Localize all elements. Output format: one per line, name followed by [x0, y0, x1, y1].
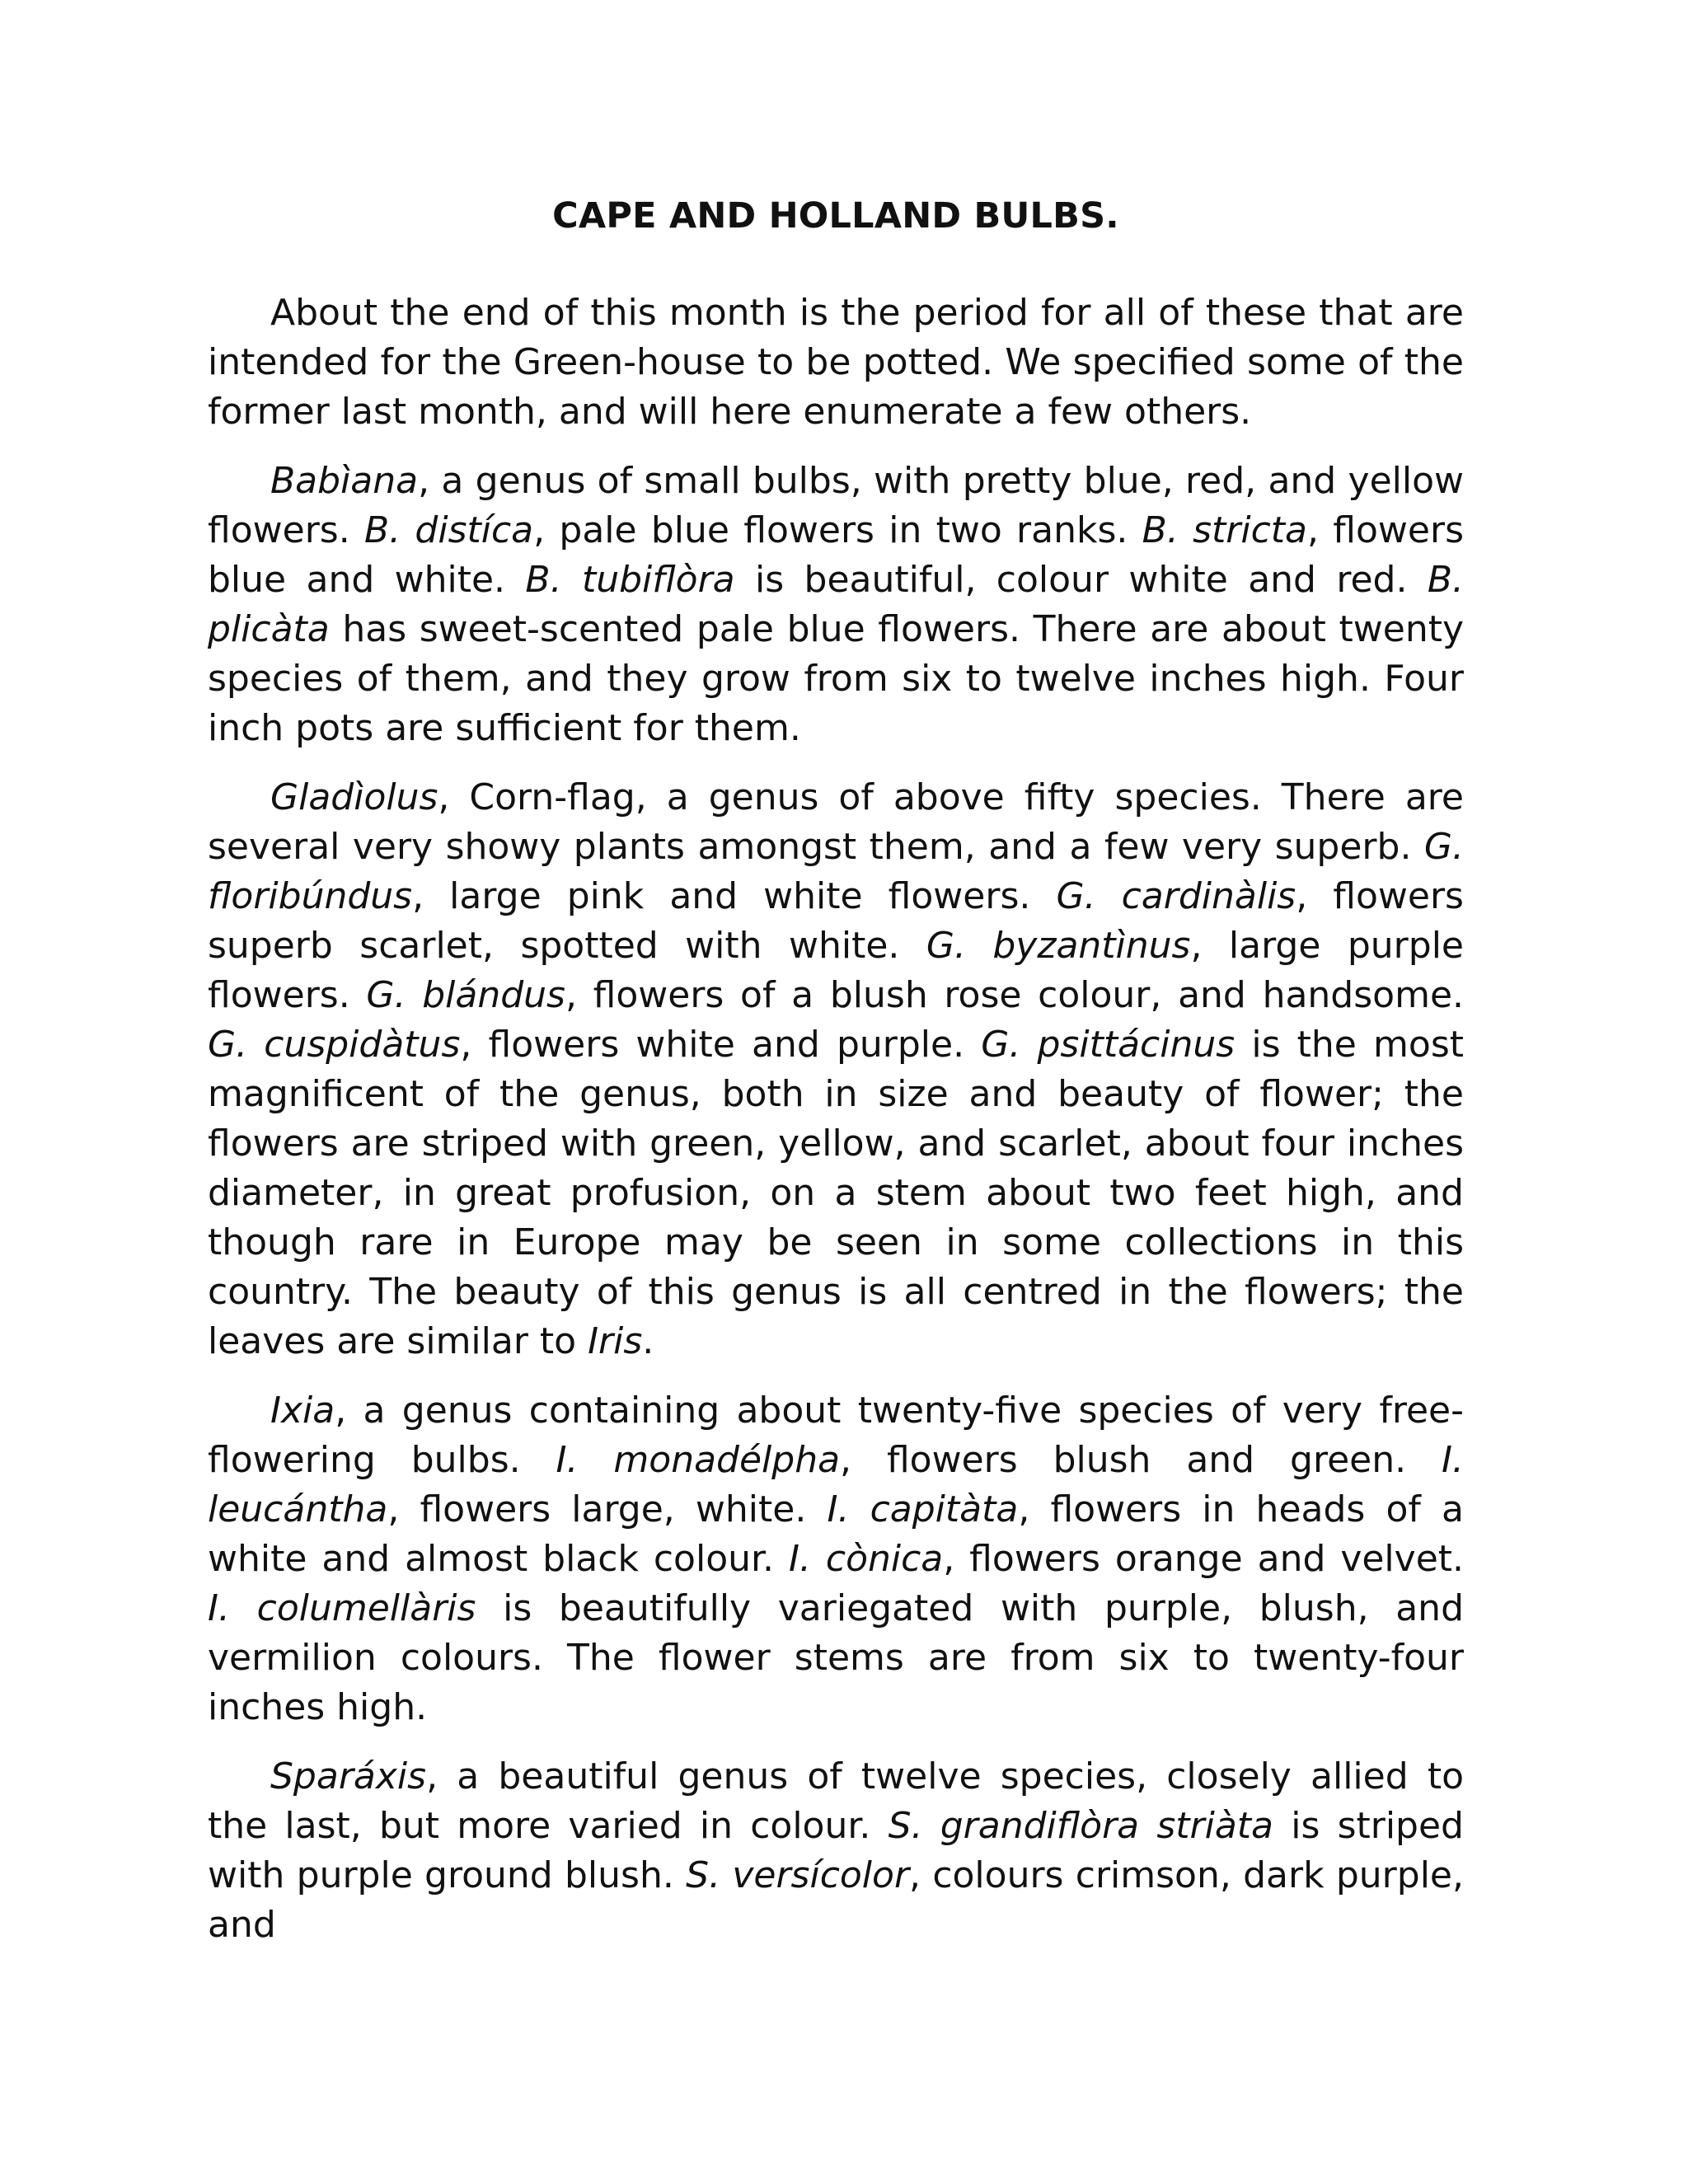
italic-text: S. grandiflòra striàta: [888, 1805, 1274, 1847]
text-run: , a genus containing about twenty-five species of very free-flowering bulbs.: [208, 1390, 1464, 1481]
italic-text: I. leucántha: [208, 1439, 1464, 1530]
text-run: , flowers superb scarlet, spotted with white.: [208, 875, 1464, 967]
text-run: is the most magnificent of the genus, both in size and beauty of flower; the flowers are striped with green, yellow, and scarlet, about four inches diameter, in great profusion, on a stem about two feet high, and though rare in Europe may be seen in some collections in this country. The beauty of this genus is all centred in the flowers; the leaves are similar to: [208, 1024, 1464, 1362]
text-run: is striped with purple ground blush.: [208, 1805, 1464, 1896]
italic-text: B. stricta: [1142, 509, 1308, 551]
italic-text: Iris: [588, 1320, 643, 1362]
text-run: , flowers of a blush rose colour, and handsome.: [565, 974, 1464, 1016]
italic-text: Gladìolus: [270, 776, 438, 818]
italic-text: B. tubiflòra: [525, 559, 735, 601]
text-run: , large pink and white flowers.: [412, 875, 1057, 917]
page-title: CAPE AND HOLLAND BULBS.: [552, 195, 1119, 237]
italic-text: I. monadélpha: [556, 1439, 841, 1481]
italic-text: G. byzantìnus: [926, 925, 1191, 967]
paragraph: [208, 288, 1464, 437]
text-run: , pale blue flowers in two ranks.: [533, 509, 1142, 551]
text-run: is beautiful, colour white and red.: [734, 559, 1428, 601]
text-run: , flowers orange and velvet.: [943, 1538, 1465, 1580]
text-run: , a genus of small bulbs, with pretty blue, red, and yellow flowers.: [208, 460, 1464, 551]
paragraph: [208, 1752, 1464, 1950]
document-body: [208, 288, 1464, 1950]
text-run: , a beautiful genus of twelve species, closely allied to the last, but more varied in colour.: [208, 1755, 1464, 1847]
text-run: has sweet-scented pale blue flowers. There are about twenty species of them, and they grow from six to twelve inches high. Four inch pots are sufficient for them.: [208, 608, 1464, 749]
paragraph: [208, 1386, 1464, 1732]
italic-text: Ixia: [270, 1390, 335, 1432]
text-run: , flowers large, white.: [387, 1488, 828, 1530]
text-run: About the end of this month is the period for all of these that are intended for the Green-house to be potted. We specified some of the former last month, and will here enumerate a few others.: [208, 292, 1464, 433]
text-run: , Corn-flag, a genus of above fifty species. There are several very showy plants amongst them, and a few very superb.: [208, 776, 1464, 868]
italic-text: G. cardinàlis: [1056, 875, 1296, 917]
italic-text: B. plicàta: [208, 559, 1464, 650]
italic-text: S. versícolor: [686, 1854, 910, 1896]
italic-text: G. floribúndus: [208, 826, 1464, 917]
paragraph: [208, 773, 1464, 1366]
italic-text: Sparáxis: [270, 1755, 427, 1797]
text-run: , large purple flowers.: [208, 925, 1464, 1016]
italic-text: G. psittácinus: [981, 1024, 1236, 1066]
italic-text: I. columellàris: [208, 1587, 476, 1629]
document-page: [208, 191, 1464, 1970]
text-run: .: [642, 1320, 654, 1362]
text-run: , flowers blue and white.: [208, 509, 1464, 601]
italic-text: Babìana: [270, 460, 419, 502]
italic-text: I. capitàta: [827, 1488, 1019, 1530]
text-run: is beautifully variegated with purple, blush, and vermilion colours. The flower stems are from six to twenty-four inches high.: [208, 1587, 1464, 1728]
paragraph: [208, 457, 1464, 753]
italic-text: G. cuspidàtus: [208, 1024, 461, 1066]
italic-text: I. cònica: [788, 1538, 944, 1580]
text-run: , flowers in heads of a white and almost black colour.: [208, 1488, 1464, 1580]
italic-text: B. distíca: [363, 509, 534, 551]
text-run: , flowers white and purple.: [460, 1024, 982, 1066]
text-run: , colours crimson, dark purple, and: [208, 1854, 1464, 1946]
italic-text: G. blándus: [366, 974, 565, 1016]
text-run: , flowers blush and green.: [840, 1439, 1442, 1481]
